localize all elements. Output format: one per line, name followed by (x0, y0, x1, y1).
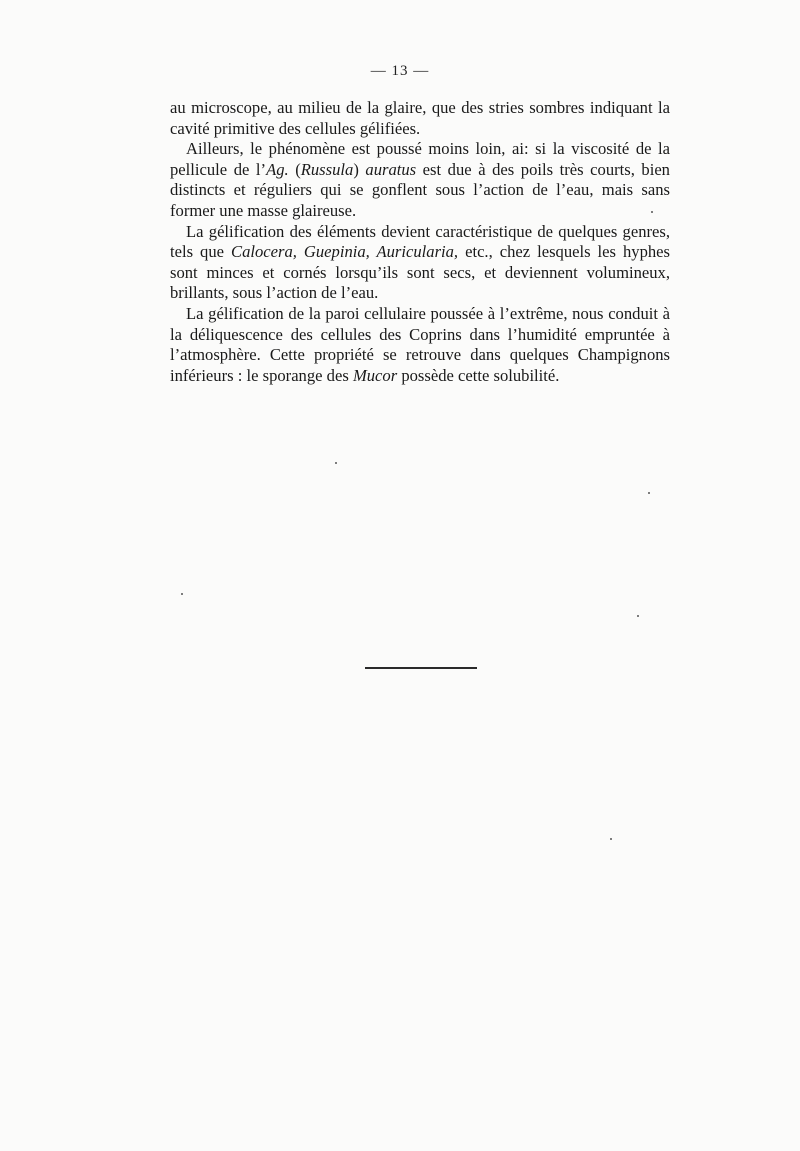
paragraph-1 (170, 98, 670, 139)
print-speck (610, 838, 612, 840)
paragraph-4-text: La gélification de la paroi cellulaire poussée à l’extrême, nous conduit à la déliquescence des cellules des Coprins dans l’humidité empruntée à l’atmosphère. Cette propriété se retrouve dans quelques Champignons inférieurs : le sporange des (170, 303, 670, 385)
print-speck (651, 211, 653, 213)
paragraph-4-text: possède cette solubilité. (397, 365, 560, 385)
paragraph-2-text: ) (353, 159, 366, 179)
genus-abbreviation: Ag. (266, 159, 289, 179)
genera-names: Calocera, Guepinia, Auricularia, (231, 242, 459, 262)
print-speck (648, 492, 650, 494)
paragraph-3-text: La gélification des éléments devient caractéristique de quelques genres, tels que (170, 221, 670, 262)
paragraph-2-text: Ailleurs, le phénomène est poussé moins loin, ai: si la viscosité de la pellicule de l’ (170, 139, 670, 179)
print-speck (181, 593, 183, 595)
paragraph-4 (170, 304, 670, 386)
print-speck (335, 462, 337, 464)
species-name-auratus: auratus (365, 159, 417, 179)
paragraph-1-text: au microscope, au milieu de la glaire, que des stries sombres indiquant la cavité primitive des cellules gélifiées. (170, 98, 670, 138)
page-number: — 13 — (370, 63, 430, 79)
section-divider (365, 667, 477, 669)
print-speck (637, 615, 639, 617)
paragraph-2-text: ( (288, 159, 301, 179)
genus-mucor: Mucor (352, 365, 398, 385)
body-text (170, 98, 670, 386)
paragraph-3-text: etc., chez lesquels les hyphes sont minces et cornés lorsqu’ils sont secs, et deviennent volumineux, brillants, sous l’action de l’eau. (170, 242, 670, 303)
paragraph-3 (170, 222, 670, 304)
paragraph-2-text: est due à des poils très courts, bien distincts et réguliers qui se gonflent sous l’action de l’eau, mais sans former une masse glaireuse. (170, 159, 670, 220)
species-name-russula: Russula (300, 159, 354, 179)
paragraph-2 (170, 139, 670, 221)
